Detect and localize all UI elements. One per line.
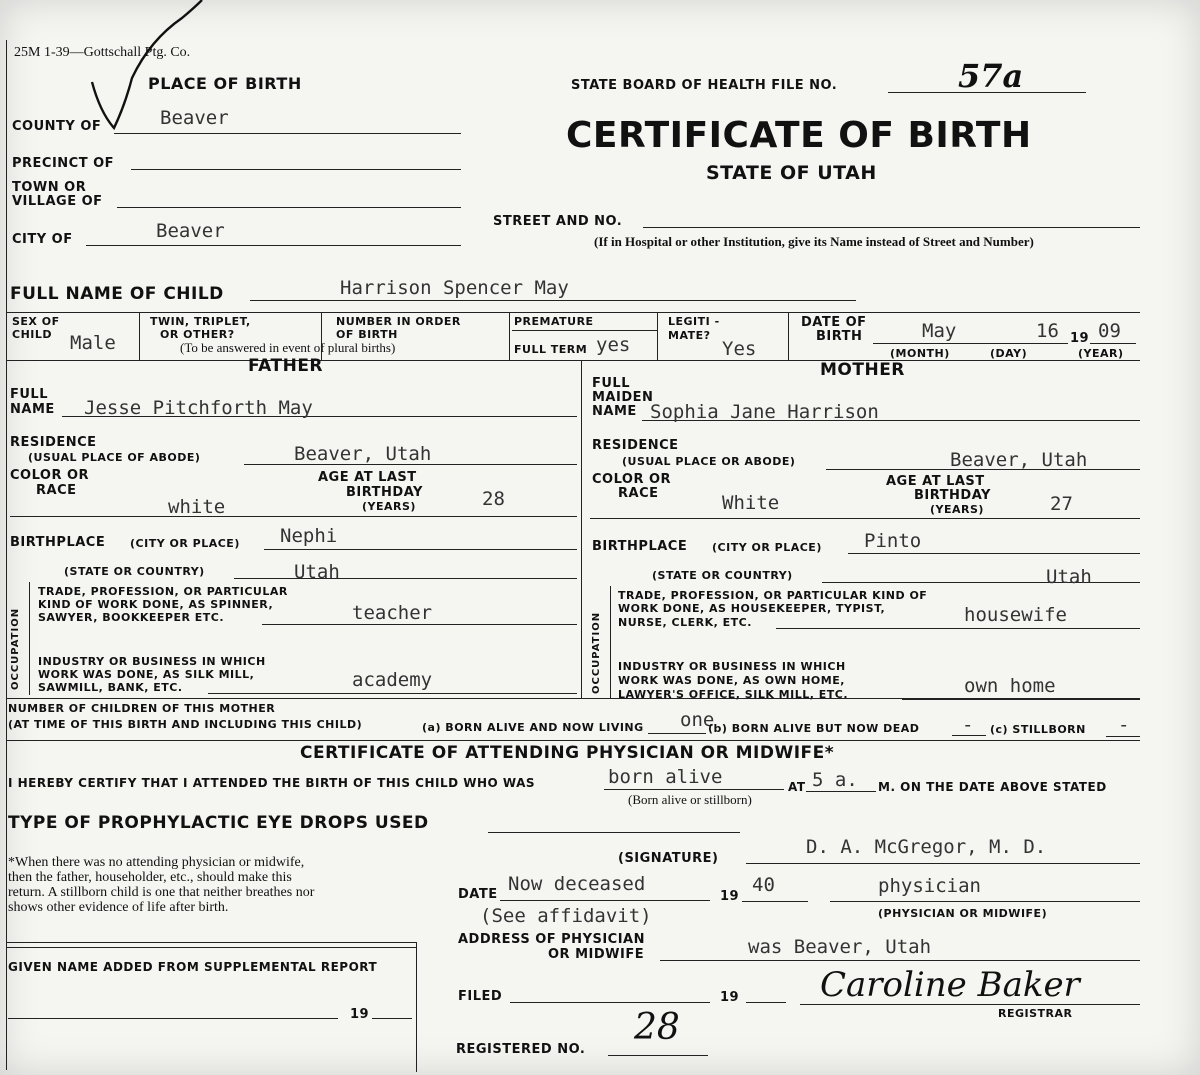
children-label-2: (AT TIME OF THIS BIRTH AND INCLUDING THIS CHILD) [8,718,363,731]
dead-value: - [962,714,974,736]
mother-occupation-label: OCCUPATION [591,611,602,694]
children-label-1: NUMBER OF CHILDREN OF THIS MOTHER [8,702,276,715]
filed-label: FILED [458,989,503,1004]
precinct-label: PRECINCT OF [12,156,115,171]
father-trade-label-1: TRADE, PROFESSION, OR PARTICULAR [38,585,288,598]
mother-state-value: Utah [1046,566,1092,588]
father-age-value: 28 [482,488,505,510]
left-border [6,40,7,1070]
mother-age-value: 27 [1050,493,1073,515]
address-label-2: OR MIDWIFE [548,947,645,962]
role-caption: (PHYSICIAN OR MIDWIFE) [878,907,1048,920]
at-label: AT [788,780,806,794]
father-birthplace-label: BIRTHPLACE [10,535,106,550]
state-title: STATE OF UTAH [706,162,877,184]
mother-industry-label-2: WORK WAS DONE, AS OWN HOME, [618,674,845,687]
legit-label-1: LEGITI - [668,315,720,328]
father-age-label-3: (YEARS) [362,500,416,513]
father-heading: FATHER [248,356,324,376]
physician-heading: CERTIFICATE OF ATTENDING PHYSICIAN OR MIDWIFE* [300,743,835,763]
dead-label: (b) BORN ALIVE BUT NOW DEAD [708,722,920,735]
year-caption: (YEAR) [1078,347,1124,360]
registrar-label: REGISTRAR [998,1007,1073,1020]
eye-drops-label: TYPE OF PROPHYLACTIC EYE DROPS USED [8,813,429,833]
mother-age-label-3: (YEARS) [930,503,984,516]
mother-trade-label-3: NURSE, CLERK, ETC. [618,616,752,629]
father-residence-note: (USUAL PLACE OF ABODE) [28,451,201,464]
city-line [86,245,461,246]
certificate-title: CERTIFICATE OF BIRTH [566,115,1032,156]
living-label: (a) BORN ALIVE AND NOW LIVING [422,721,644,734]
row-bottom-line [6,360,1140,361]
place-of-birth-heading: PLACE OF BIRTH [148,74,302,93]
mother-trade-label-2: WORK DONE, AS HOUSEKEEPER, TYPIST, [618,602,886,615]
order-label-1: NUMBER IN ORDER [336,315,461,328]
dob-day: 16 [1036,320,1059,342]
footnote-1: *When there was no attending physician or midwife, [8,855,305,870]
plural-note: (To be answered in event of plural births) [180,340,396,355]
mother-trade-label-1: TRADE, PROFESSION, OR PARTICULAR KIND OF [618,589,928,602]
father-name-value: Jesse Pitchforth May [84,397,313,419]
mother-residence-note: (USUAL PLACE OR ABODE) [622,455,796,468]
legit-label-2: MATE? [668,329,711,342]
mother-color-label-2: RACE [618,486,659,501]
father-color-value: white [168,496,226,518]
father-state-value: Utah [294,561,340,583]
full-term-value: yes [596,334,631,356]
child-name-line [250,300,856,301]
mother-name-label: NAME [592,404,637,419]
full-term-label: FULL TERM [514,343,588,356]
day-caption: (DAY) [990,347,1028,360]
certify-label: I HEREBY CERTIFY THAT I ATTENDED THE BIRTH OF THIS CHILD WHO WAS [8,776,536,790]
printer-line: 25M 1-39—Gottschall Ptg. Co. [14,45,191,60]
child-name-value: Harrison Spencer May [340,277,569,299]
footnote-4: shows other evidence of life after birth. [8,900,229,915]
father-age-label-2: BIRTHDAY [346,485,423,500]
twin-label-1: TWIN, TRIPLET, [150,315,251,328]
father-occupation-label: OCCUPATION [10,607,21,690]
city-value: Beaver [156,220,225,242]
sex-label-2: CHILD [12,328,53,341]
time-value: 5 a. [812,769,858,791]
month-caption: (MONTH) [890,347,950,360]
mother-maiden-label: MAIDEN [592,390,654,405]
date-year-prefix: 19 [720,889,740,904]
father-industry-label-3: SAWMILL, BANK, ETC. [38,681,183,694]
order-label-2: OF BIRTH [336,328,398,341]
mother-full-label: FULL [592,376,631,391]
address-value: was Beaver, Utah [748,936,932,958]
footnote-2: then the father, householder, etc., should make this [8,870,292,885]
father-trade-value: teacher [352,602,433,624]
physician-signature-value: D. A. McGregor, M. D. [806,836,1047,858]
dob-label-1: DATE OF [801,315,867,330]
father-industry-value: academy [352,669,433,691]
given-year-prefix: 19 [350,1007,370,1022]
county-value: Beaver [160,107,229,129]
precinct-line [131,169,461,170]
dob-year-prefix: 19 [1070,331,1090,346]
street-note: (If in Hospital or other Institution, give its Name instead of Street and Number) [594,234,1034,249]
father-birthplace-note: (CITY OR PLACE) [130,537,240,550]
mother-state-label: (STATE OR COUNTRY) [652,569,793,582]
father-birthplace-value: Nephi [280,525,338,547]
registered-no-value: 28 [634,1007,680,1048]
father-name-label: NAME [10,402,55,417]
born-note: (Born alive or stillborn) [628,792,752,807]
filed-year-prefix: 19 [720,990,740,1005]
mother-color-label-1: COLOR OR [592,472,672,487]
mother-birthplace-value: Pinto [864,530,922,552]
child-name-label: FULL NAME OF CHILD [10,284,224,304]
row-top-line [6,312,1140,313]
mother-name-value: Sophia Jane Harrison [650,401,879,423]
mother-industry-label-1: INDUSTRY OR BUSINESS IN WHICH [618,660,846,673]
time-suffix: M. ON THE DATE ABOVE STATED [878,780,1107,794]
mother-birthplace-note: (CITY OR PLACE) [712,541,822,554]
mother-age-label-1: AGE AT LAST [886,474,985,489]
address-label-1: ADDRESS OF PHYSICIAN [458,932,645,947]
date-label: DATE [458,887,498,902]
father-color-label-2: RACE [36,483,77,498]
father-state-label: (STATE OR COUNTRY) [64,565,205,578]
footnote-3: return. A stillborn child is one that neither breathes nor [8,885,315,900]
date-year-value: 40 [752,874,775,896]
father-color-label-1: COLOR OR [10,468,90,483]
father-industry-label-2: WORK WAS DONE, AS SILK MILL, [38,668,255,681]
father-age-label-1: AGE AT LAST [318,470,417,485]
sex-value: Male [70,332,116,354]
parents-divider [581,360,582,698]
street-line [643,227,1140,228]
father-trade-label-2: KIND OF WORK DONE, AS SPINNER, [38,598,274,611]
dob-year: 09 [1098,320,1121,342]
file-no-value: 57a [958,57,1024,95]
see-affidavit: (See affidavit) [480,905,652,927]
city-label: CITY OF [12,232,73,247]
dob-month: May [922,320,957,342]
mother-industry-value: own home [964,675,1056,697]
town-label-1: TOWN OR [12,180,87,195]
county-label: COUNTY OF [12,119,102,134]
mother-age-label-2: BIRTHDAY [914,488,991,503]
mother-residence-value: Beaver, Utah [950,449,1088,471]
living-value: one [680,709,715,731]
registered-no-label: REGISTERED NO. [456,1042,586,1057]
signature-label: (SIGNATURE) [618,851,719,866]
father-industry-label-1: INDUSTRY OR BUSINESS IN WHICH [38,655,266,668]
handwritten-check-mark [70,0,220,135]
eye-drops-line [488,832,740,833]
town-label-2: VILLAGE OF [12,194,103,209]
file-no-label: STATE BOARD OF HEALTH FILE NO. [571,78,838,93]
sex-label-1: SEX OF [12,315,60,328]
filed-line [510,1002,710,1003]
born-status-value: born alive [608,766,723,788]
mother-residence-label: RESIDENCE [592,438,679,453]
father-residence-value: Beaver, Utah [294,443,432,465]
father-full-label: FULL [10,387,49,402]
premature-label: PREMATURE [514,315,594,328]
role-value: physician [878,875,981,897]
mother-industry-label-3: LAWYER'S OFFICE, SILK MILL, ETC. [618,688,849,701]
twin-label-2: OR OTHER? [160,328,235,341]
dob-label-2: BIRTH [816,329,863,344]
stillborn-value: - [1118,714,1130,736]
date-value: Now deceased [508,873,646,895]
mother-heading: MOTHER [820,360,905,380]
street-label: STREET AND NO. [493,214,623,229]
mother-birthplace-label: BIRTHPLACE [592,539,688,554]
mother-trade-value: housewife [964,604,1067,626]
father-trade-label-3: SAWYER, BOOKKEEPER ETC. [38,611,225,624]
stillborn-label: (c) STILLBORN [990,723,1086,736]
given-name-line [8,1018,338,1019]
legit-value: Yes [722,338,757,360]
given-name-label: GIVEN NAME ADDED FROM SUPPLEMENTAL REPORT [8,960,378,974]
father-residence-label: RESIDENCE [10,435,97,450]
town-line [117,207,461,208]
registrar-signature: Caroline Baker [820,965,1080,1005]
mother-color-value: White [722,492,780,514]
